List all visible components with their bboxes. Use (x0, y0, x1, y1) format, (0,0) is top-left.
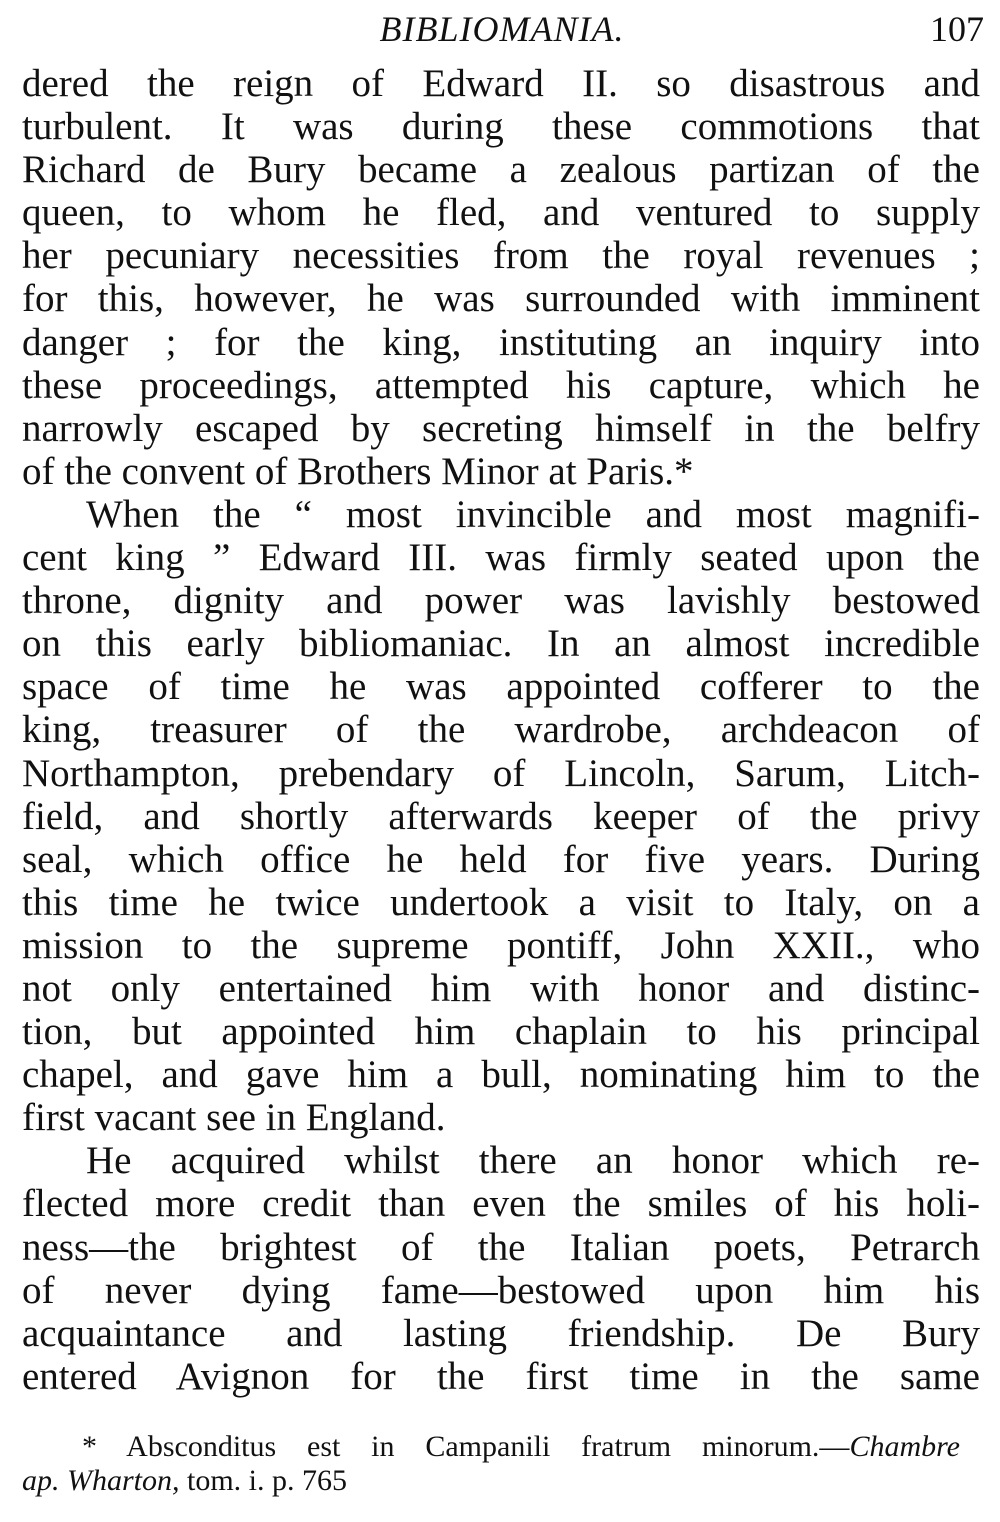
footnote-citation: ap. Wharton, (22, 1464, 180, 1497)
text-line: first vacant see in England. (22, 1096, 446, 1140)
running-head (20, 6, 984, 52)
text-line: field, and shortly afterwards keeper of the privy (22, 794, 980, 838)
text-line: tion, but appointed him chaplain to his principal (22, 1010, 980, 1054)
text-line: throne, dignity and power was lavishly bestowed (22, 579, 980, 623)
text-line: entered Avignon for the first time in the same (22, 1354, 980, 1398)
text-line: of never dying fame—bestowed upon him his (22, 1268, 980, 1312)
footnote-line (22, 1464, 960, 1498)
text-line: When the “ most invincible and most magnifi- (86, 492, 980, 536)
text-line: space of time he was appointed cofferer to the (22, 665, 980, 709)
footnote-citation: Chambre (849, 1430, 960, 1463)
text-line: narrowly escaped by secreting himself in the belfry (22, 406, 980, 450)
text-line: these proceedings, attempted his capture, which he (22, 363, 980, 407)
page-number: 107 (930, 9, 984, 49)
text-line: of the convent of Brothers Minor at Paris.* (22, 449, 694, 493)
text-line: chapel, and gave him a bull, nominating him to the (22, 1053, 980, 1097)
text-line: on this early bibliomaniac. In an almost incredible (22, 622, 980, 666)
text-line: king, treasurer of the wardrobe, archdeacon of (22, 708, 980, 752)
body-text (22, 62, 980, 1398)
text-line: Richard de Bury became a zealous partizan of the (22, 148, 980, 192)
text-line: He acquired whilst there an honor which re- (86, 1139, 980, 1183)
text-line: her pecuniary necessities from the royal revenues ; (22, 234, 980, 278)
footnote-line (22, 1430, 960, 1464)
text-line: ness—the brightest of the Italian poets, Petrarch (22, 1225, 980, 1269)
text-line: acquaintance and lasting friendship. De Bury (22, 1311, 980, 1355)
text-line: dered the reign of Edward II. so disastrous and (22, 62, 980, 105)
text-line: mission to the supreme pontiff, John XXII., who (22, 923, 980, 967)
text-line: danger ; for the king, instituting an inquiry into (22, 320, 980, 364)
text-line: seal, which office he held for five years. During (22, 837, 980, 881)
footnote-text: tom. i. p. 765 (179, 1464, 348, 1497)
text-line: this time he twice undertook a visit to Italy, on a (22, 880, 980, 924)
footnote (22, 1430, 960, 1498)
text-line: cent king ” Edward III. was firmly seated upon the (22, 536, 980, 580)
text-line: turbulent. It was during these commotions that (22, 105, 980, 149)
text-line: for this, however, he was surrounded with imminent (22, 277, 980, 321)
text-line: not only entertained him with honor and distinc- (22, 966, 980, 1010)
text-line: Northampton, prebendary of Lincoln, Sarum, Litch- (22, 751, 980, 795)
footnote-text: * Absconditus est in Campanili fratrum minorum.— (82, 1430, 850, 1463)
running-title: BIBLIOMANIA. (379, 9, 625, 49)
text-line: queen, to whom he fled, and ventured to supply (22, 191, 980, 235)
text-line: flected more credit than even the smiles of his holi- (22, 1182, 980, 1226)
